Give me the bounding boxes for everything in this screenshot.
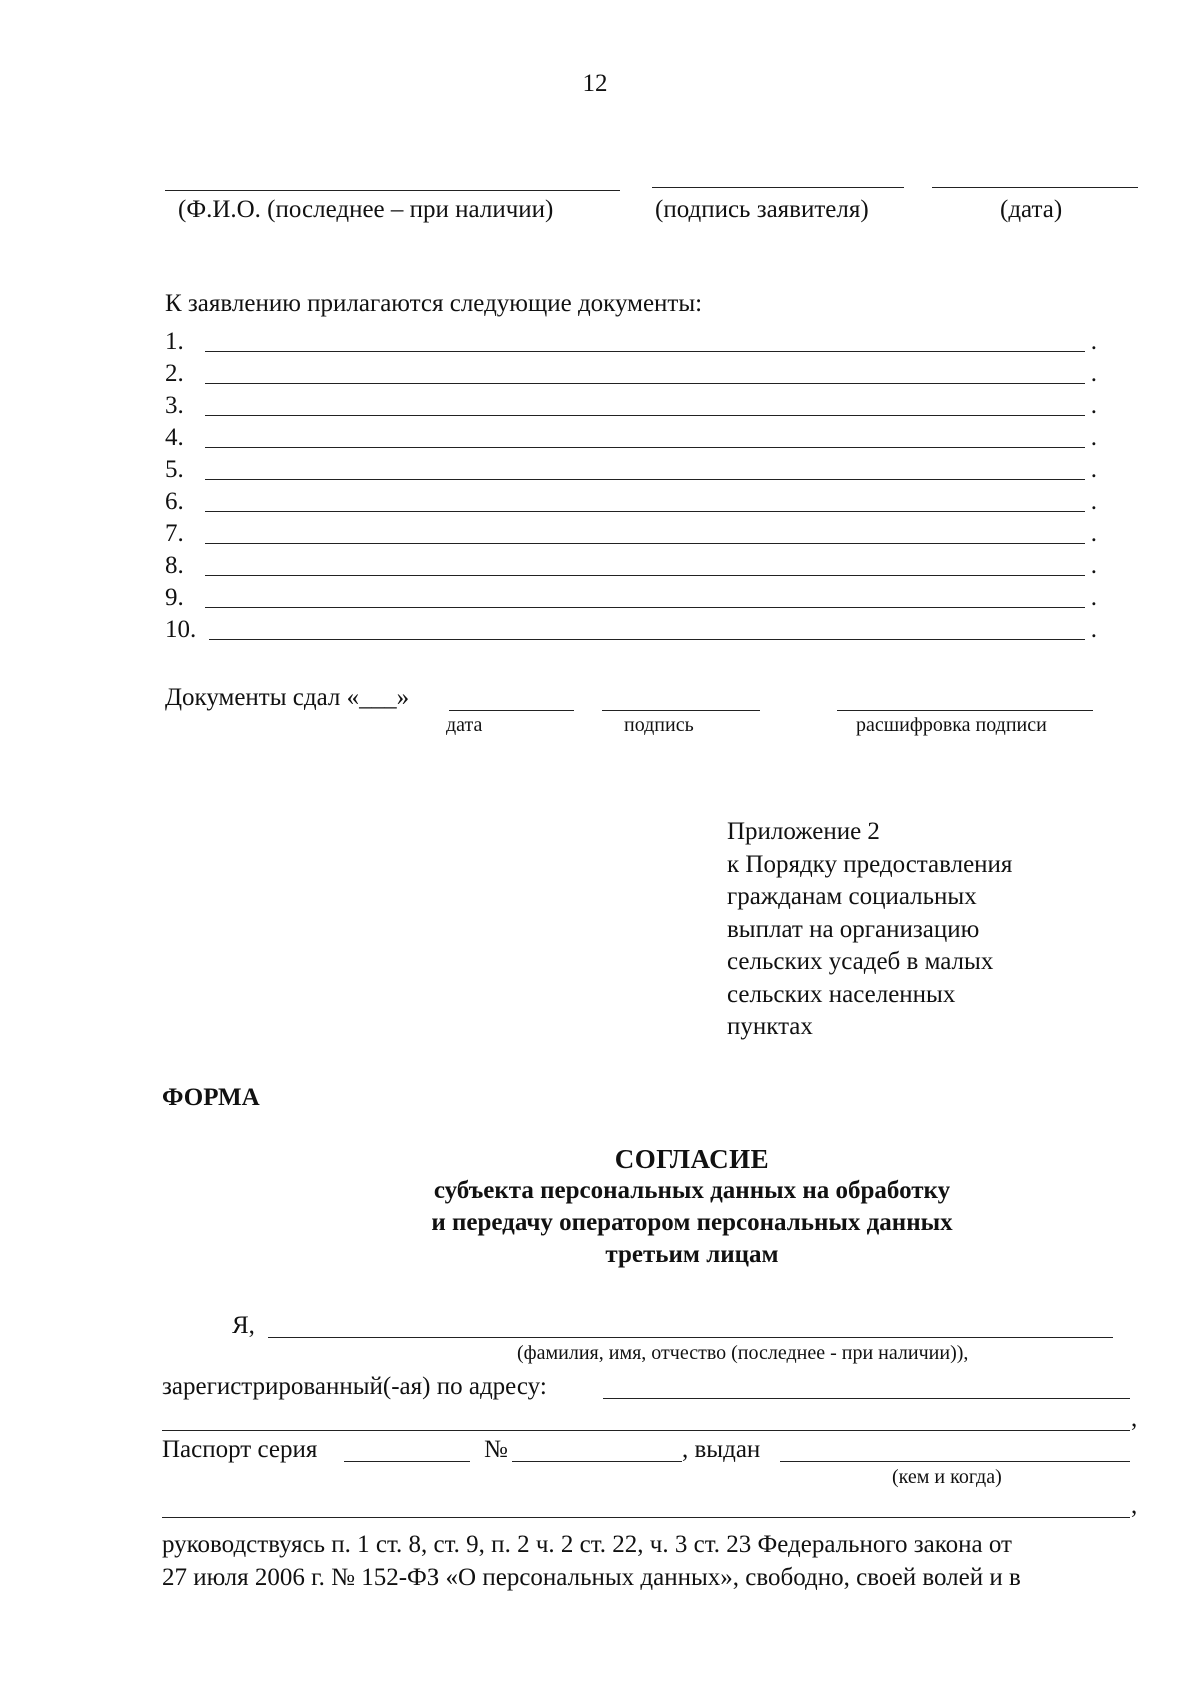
issued-label: , выдан [682, 1436, 761, 1463]
list-item: 10. . [165, 614, 1105, 646]
list-item: 5. . [165, 454, 1105, 486]
comma-mark: , [1131, 1492, 1138, 1519]
handed-decryption-line[interactable] [837, 710, 1093, 711]
comma-mark: , [1131, 1405, 1138, 1432]
date-label: (дата) [1000, 196, 1063, 223]
consent-title: СОГЛАСИЕ [614, 1144, 770, 1174]
passport-series-label: Паспорт серия [162, 1436, 318, 1463]
item-number: 5. [165, 456, 184, 483]
list-item: 4. . [165, 422, 1105, 454]
handed-date-label: дата [446, 714, 483, 736]
handed-over-label: Документы сдал «___» [165, 684, 410, 711]
item-number: 1. [165, 328, 184, 355]
attachments-heading: К заявлению прилагаются следующие документы: [165, 290, 703, 317]
handed-date-line[interactable] [449, 710, 574, 711]
fill-line[interactable] [205, 383, 1085, 384]
item-number: 6. [165, 488, 184, 515]
item-number: 3. [165, 392, 184, 419]
list-item: 9. . [165, 582, 1105, 614]
list-item: 2. . [165, 358, 1105, 390]
item-number: 4. [165, 424, 184, 451]
appendix-line: Приложение 2 [727, 818, 880, 845]
fill-line[interactable] [209, 639, 1085, 640]
fill-line[interactable] [205, 447, 1085, 448]
passport-number-line[interactable] [512, 1461, 682, 1462]
appendix-line: сельских населенных [727, 980, 956, 1008]
item-number: 10. [165, 616, 197, 643]
fill-line[interactable] [205, 575, 1085, 576]
fill-line[interactable] [205, 511, 1085, 512]
fill-line[interactable] [205, 351, 1085, 352]
consent-subtitle-line: третьим лицам [605, 1241, 779, 1268]
appendix-line: сельских усадеб в малых [727, 948, 994, 975]
page-number: 12 [582, 70, 608, 97]
consent-paragraph [162, 1528, 1162, 1594]
item-number: 8. [165, 552, 184, 579]
consent-subtitle-line: субъекта персональных данных на обработку [433, 1177, 951, 1204]
applicant-signature-line [652, 187, 904, 188]
handed-signature-label: подпись [624, 714, 694, 736]
item-number: 7. [165, 520, 184, 547]
issued-hint: (кем и когда) [892, 1466, 1002, 1488]
fio-hint: (фамилия, имя, отчество (последнее - при наличии)), [517, 1342, 969, 1364]
issued-by-line-2[interactable] [162, 1517, 1130, 1518]
fio-signature-line [165, 190, 620, 191]
passport-number-label: № [484, 1436, 508, 1463]
fill-line[interactable] [205, 479, 1085, 480]
appendix-line: к Порядку предоставления [727, 850, 1013, 878]
applicant-signature-label: (подпись заявителя) [655, 196, 869, 223]
consent-title-block [0, 1143, 1200, 1271]
appendix-line: пунктах [727, 1013, 813, 1040]
list-item: 1. . [165, 326, 1105, 358]
address-field-line[interactable] [603, 1398, 1130, 1399]
paragraph-line: руководствуясь п. 1 ст. 8, ст. 9, п. 2 ч. 2 ст. 22, ч. 3 ст. 23 Федерального закона от [162, 1531, 1012, 1558]
passport-series-line[interactable] [344, 1461, 470, 1462]
registered-label: зарегистрированный(-ая) по адресу: [162, 1373, 547, 1400]
fill-line[interactable] [205, 543, 1085, 544]
fill-line[interactable] [205, 415, 1085, 416]
consent-subtitle-line: и передачу оператором персональных данных [431, 1209, 953, 1236]
issued-by-line[interactable] [780, 1461, 1130, 1462]
fill-line[interactable] [205, 607, 1085, 608]
paragraph-line: 27 июля 2006 г. № 152-ФЗ «О персональных данных», свободно, своей волей и в [162, 1564, 1021, 1591]
appendix-line: выплат на организацию [727, 915, 980, 943]
appendix-line: гражданам социальных [727, 883, 977, 910]
fio-label: (Ф.И.О. (последнее – при наличии) [178, 196, 554, 223]
form-label: ФОРМА [162, 1084, 260, 1111]
handed-decryption-label: расшифровка подписи [856, 714, 1047, 736]
list-item: 3. . [165, 390, 1105, 422]
list-item: 7. . [165, 518, 1105, 550]
list-item: 6. . [165, 486, 1105, 518]
date-signature-line [932, 187, 1138, 188]
attachments-list [165, 326, 1105, 646]
i-label: Я, [232, 1312, 255, 1339]
address-field-line-2[interactable] [162, 1430, 1130, 1431]
fio-field-line[interactable] [268, 1337, 1113, 1338]
appendix-header [727, 816, 1087, 1044]
item-number: 2. [165, 360, 184, 387]
item-number: 9. [165, 584, 184, 611]
list-item: 8. . [165, 550, 1105, 582]
handed-signature-line[interactable] [602, 710, 760, 711]
